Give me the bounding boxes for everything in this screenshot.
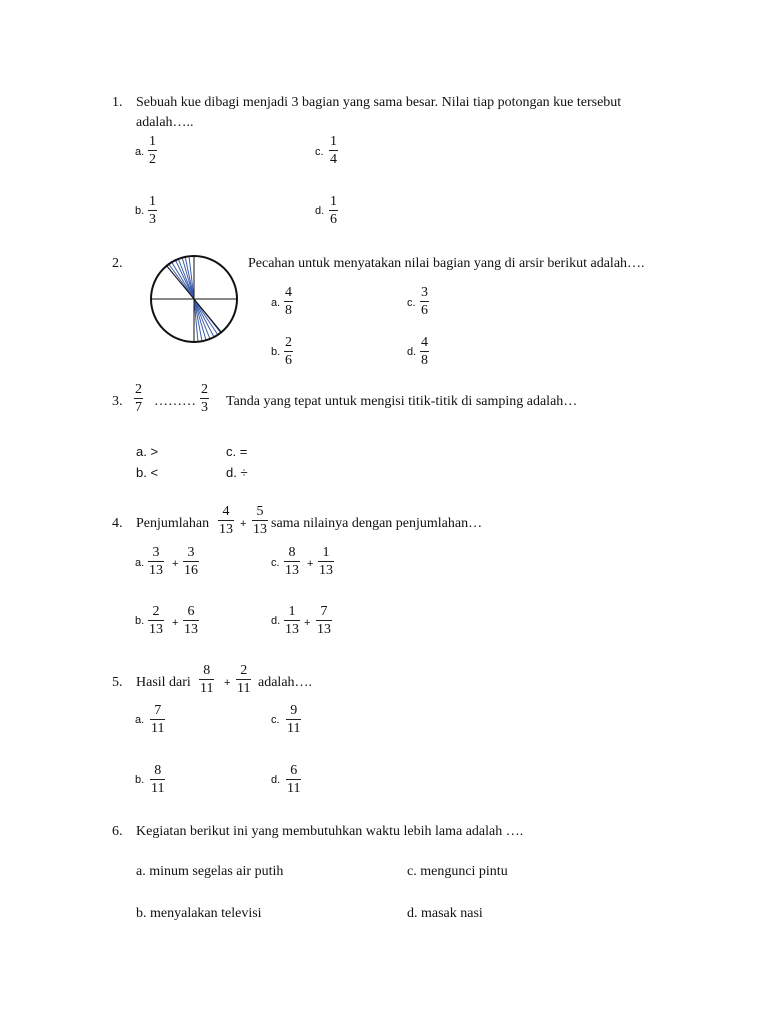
option-c-label: c.: [271, 557, 280, 569]
option-b-label: b.: [271, 346, 281, 358]
term-1-fraction: 4 13: [219, 504, 233, 537]
question-number: 1.: [112, 95, 123, 110]
option-a-fraction-1: 3 13: [149, 545, 163, 578]
plus-sign: +: [172, 617, 179, 629]
option-c-fraction-1: 8 13: [285, 545, 299, 578]
question-prefix: Penjumlahan: [136, 516, 210, 531]
term-2-fraction: 5 13: [253, 504, 267, 537]
option-d-fraction-1: 1 13: [285, 604, 299, 637]
option-b-fraction: 1 3: [149, 194, 156, 227]
option-c-label: c.: [271, 714, 280, 726]
option-d: d. masak nasi: [407, 906, 483, 921]
option-b: b. menyalakan televisi: [136, 906, 262, 921]
option-d-fraction: 6 11: [287, 763, 301, 796]
plus-sign: +: [224, 677, 231, 689]
option-c-fraction-2: 1 13: [319, 545, 333, 578]
option-c-fraction: 1 4: [330, 134, 337, 167]
term-2-fraction: 2 11: [237, 663, 251, 696]
option-a: a. >: [136, 444, 159, 459]
question-text: Tanda yang tepat untuk mengisi titik-titik di samping adalah…: [226, 394, 578, 409]
option-a: a. minum segelas air putih: [136, 864, 284, 879]
question-number: 5.: [112, 675, 123, 690]
option-b-fraction: 8 11: [151, 763, 165, 796]
question-number: 4.: [112, 516, 123, 531]
left-fraction: 2 7: [135, 382, 142, 415]
option-c-fraction: 3 6: [421, 285, 428, 318]
option-d-label: d.: [271, 615, 281, 627]
option-c-label: c.: [315, 146, 324, 158]
question-text-continued: adalah…..: [136, 115, 194, 130]
option-a-label: a.: [271, 297, 281, 309]
option-a-label: a.: [135, 146, 145, 158]
option-b: b. <: [136, 465, 159, 480]
plus-sign: +: [304, 617, 311, 629]
option-b-label: b.: [135, 774, 145, 786]
option-b-label: b.: [135, 615, 145, 627]
option-c: c. mengunci pintu: [407, 864, 508, 879]
question-number: 3.: [112, 394, 123, 409]
option-c-fraction: 9 11: [287, 703, 301, 736]
right-fraction: 2 3: [201, 382, 208, 415]
term-1-fraction: 8 11: [200, 663, 214, 696]
option-d-label: d.: [407, 346, 417, 358]
option-a-fraction: 1 2: [149, 134, 156, 167]
shaded-circle-figure: [148, 253, 240, 345]
plus-sign: +: [240, 518, 247, 530]
plus-sign: +: [307, 558, 314, 570]
option-d-fraction-2: 7 13: [317, 604, 331, 637]
option-a-label: a.: [135, 714, 145, 726]
option-d-label: d.: [315, 205, 325, 217]
option-a-fraction: 7 11: [151, 703, 165, 736]
question-number: 6.: [112, 824, 123, 839]
question-text: Kegiatan berikut ini yang membutuhkan waktu lebih lama adalah ….: [136, 824, 524, 839]
option-d: d. ÷: [226, 465, 248, 480]
option-b-fraction-1: 2 13: [149, 604, 163, 637]
option-b-fraction-2: 6 13: [184, 604, 198, 637]
blank-dots: ………: [154, 394, 196, 409]
option-d-fraction: 1 6: [330, 194, 337, 227]
option-d-label: d.: [271, 774, 281, 786]
option-a-fraction-2: 3 16: [184, 545, 198, 578]
option-b-label: b.: [135, 205, 145, 217]
question-prefix: Hasil dari: [136, 675, 191, 690]
option-a-label: a.: [135, 557, 145, 569]
question-text: Sebuah kue dibagi menjadi 3 bagian yang sama besar. Nilai tiap potongan kue tersebut: [136, 95, 622, 110]
option-c-label: c.: [407, 297, 416, 309]
option-d-fraction: 4 8: [421, 335, 428, 368]
plus-sign: +: [172, 558, 179, 570]
question-suffix: adalah….: [258, 675, 313, 690]
option-a-fraction: 4 8: [285, 285, 292, 318]
question-text: Pecahan untuk menyatakan nilai bagian yang di arsir berikut adalah….: [248, 256, 645, 271]
option-b-fraction: 2 6: [285, 335, 292, 368]
question-suffix: sama nilainya dengan penjumlahan…: [271, 516, 483, 531]
option-c: c. =: [226, 444, 248, 459]
question-number: 2.: [112, 256, 123, 271]
